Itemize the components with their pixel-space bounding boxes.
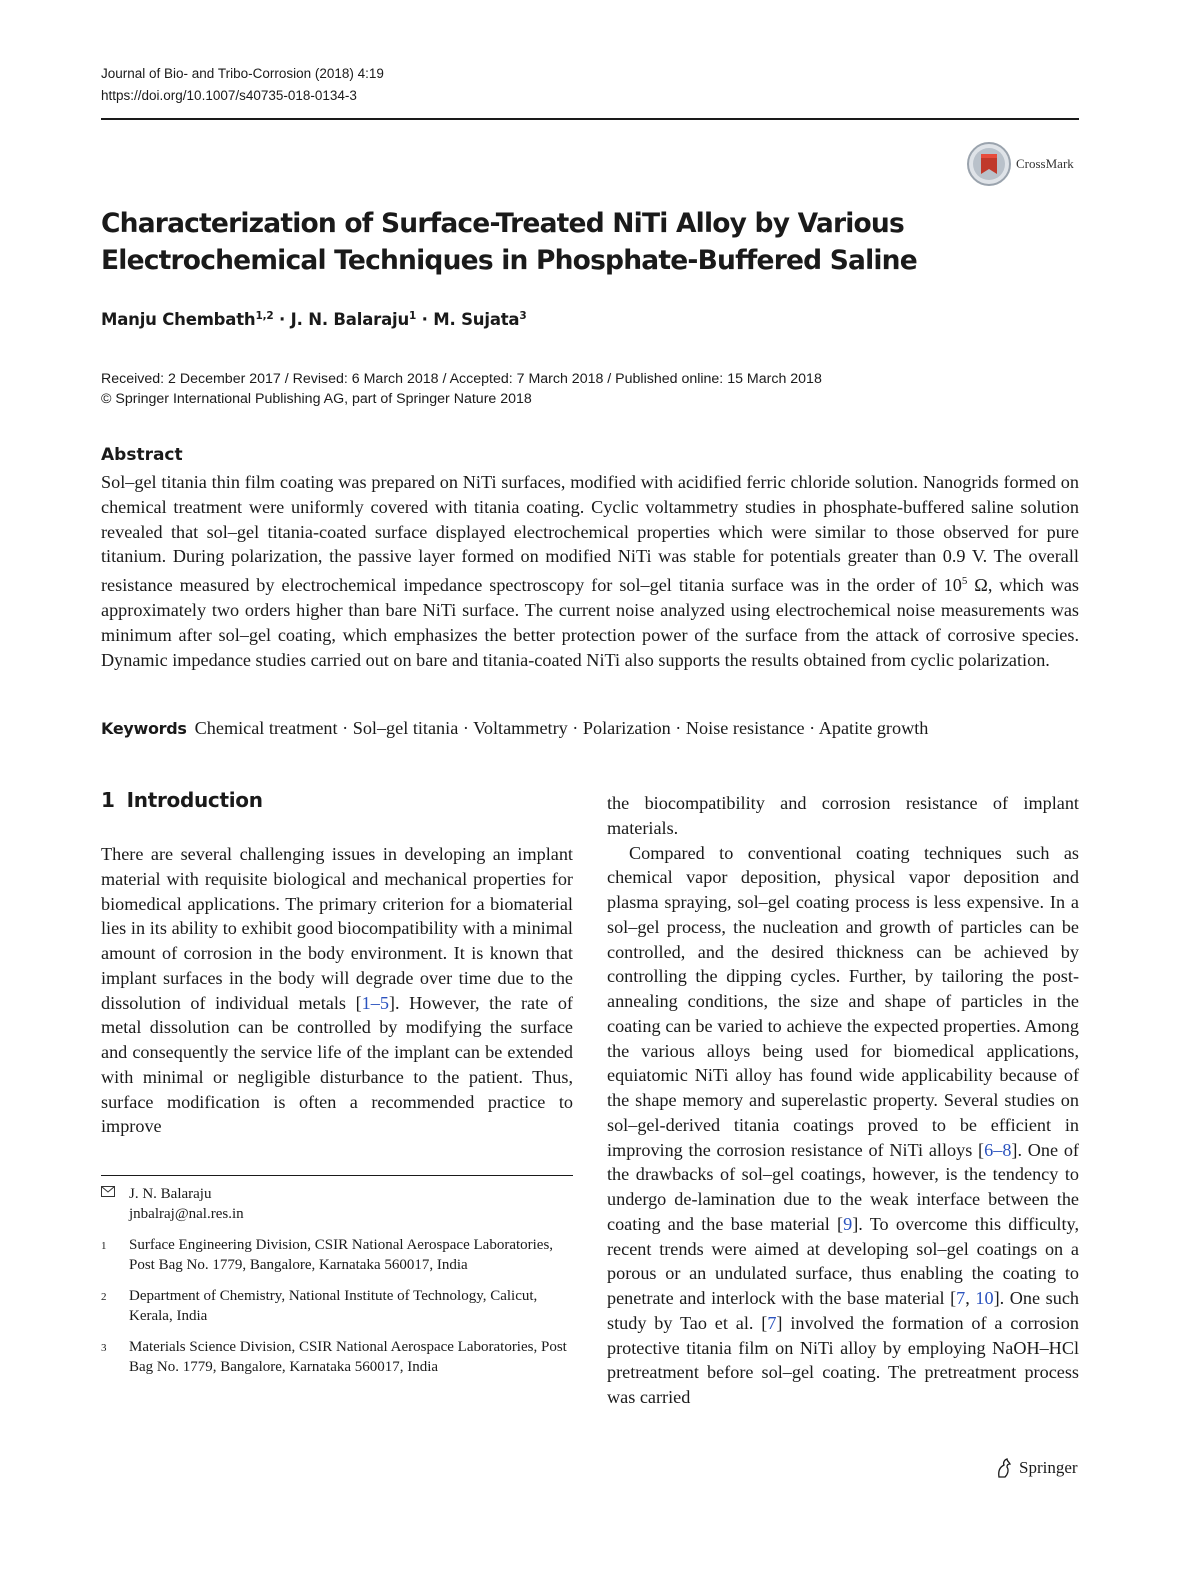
history-dates: Received: 2 December 2017 / Revised: 6 March 2018 / Accepted: 7 March 2018 / Published online: 15 March 2018 bbox=[101, 371, 822, 387]
citation-link[interactable]: 7 bbox=[956, 1288, 966, 1308]
affiliation-text: Materials Science Division, CSIR National Aerospace Laboratories, Post Bag No. 1779, Bangalore, Karnataka 560017, India bbox=[129, 1339, 567, 1375]
footnote-divider bbox=[101, 1175, 573, 1176]
author-separator: · bbox=[273, 310, 291, 329]
envelope-icon bbox=[101, 1184, 129, 1224]
publication-dates bbox=[101, 369, 822, 409]
paragraph bbox=[101, 842, 573, 1139]
publisher-logo bbox=[995, 1457, 1078, 1479]
corresponding-author bbox=[101, 1184, 573, 1224]
keywords-label: Keywords bbox=[101, 719, 187, 738]
abstract-superscript: 5 bbox=[961, 575, 968, 588]
author-name[interactable]: Manju Chembath bbox=[101, 310, 256, 329]
text-run: ]. One of the drawbacks of sol–gel coatings, however, is the tendency to undergo de-lamination due to the weak interface between the coating and the base material [ bbox=[607, 1139, 1079, 1234]
footnotes bbox=[101, 1184, 573, 1388]
header-divider bbox=[101, 118, 1079, 120]
affiliation-1 bbox=[101, 1235, 573, 1275]
affiliation-number: 1 bbox=[101, 1240, 107, 1252]
author-name[interactable]: J. N. Balaraju bbox=[290, 310, 410, 329]
publisher-name: Springer bbox=[1019, 1458, 1078, 1477]
title-line-1: Characterization of Surface-Treated NiTi Alloy by Various bbox=[101, 208, 904, 239]
body-column-right bbox=[607, 791, 1079, 1410]
springer-horse-icon bbox=[995, 1457, 1013, 1479]
article-title bbox=[101, 205, 1001, 279]
citation-link[interactable]: 6–8 bbox=[984, 1139, 1012, 1160]
author-list bbox=[101, 310, 526, 329]
affiliation-number: 2 bbox=[101, 1291, 107, 1303]
section-title: Introduction bbox=[126, 788, 263, 812]
corresponding-name: J. N. Balaraju bbox=[129, 1186, 212, 1202]
keywords bbox=[101, 718, 928, 739]
journal-header bbox=[101, 63, 384, 107]
citation-link[interactable]: 1–5 bbox=[361, 992, 389, 1013]
citation-link[interactable]: 9 bbox=[843, 1213, 853, 1234]
abstract-part: Ω, which was approximately two orders higher than bare NiTi surface. The current noise analyzed using electrochemical noise measurements was minimum after sol–gel coating, which emphasizes the better protection power of the surface from the attack of corrosive species. Dynamic impedance studies carried out on bare and titania-coated NiTi also supports the results obtained from cyclic polarization. bbox=[101, 575, 1080, 670]
text-run: , bbox=[965, 1288, 976, 1308]
author-affiliation: 1 bbox=[409, 310, 417, 322]
text-run: ]. One such study by Tao et al. [ bbox=[607, 1288, 1079, 1333]
keywords-list: Chemical treatment · Sol–gel titania · Voltammetry · Polarization · Noise resistance · Apatite growth bbox=[194, 718, 929, 738]
affiliation-number: 3 bbox=[101, 1342, 107, 1354]
journal-citation: Journal of Bio- and Tribo-Corrosion (2018) 4:19 bbox=[101, 66, 384, 81]
text-run: ]. To overcome this difficulty, recent trends were aimed at developing sol–gel coatings on a porous or an undulated surface, thus enabling the coating to penetrate and interlock with the base material [ bbox=[607, 1213, 1079, 1308]
crossmark-badge[interactable] bbox=[966, 141, 1074, 187]
citation-link[interactable]: 7 bbox=[767, 1312, 777, 1333]
affiliation-text: Department of Chemistry, National Institute of Technology, Calicut, Kerala, India bbox=[129, 1288, 538, 1324]
doi-link[interactable]: https://doi.org/10.1007/s40735-018-0134-3 bbox=[101, 88, 357, 103]
crossmark-icon bbox=[966, 141, 1012, 187]
section-heading-introduction bbox=[101, 788, 263, 812]
author-name[interactable]: M. Sujata bbox=[433, 310, 520, 329]
copyright: © Springer International Publishing AG, part of Springer Nature 2018 bbox=[101, 391, 532, 407]
paragraph bbox=[607, 841, 1079, 1410]
text-run: ]. However, the rate of metal dissolution can be controlled by modifying the surface and consequently the service life of the implant can be extended with minimal or negligible disturbance to the patient. Thus, surface modification is often a recommended practice to improve bbox=[101, 992, 573, 1137]
affiliation-text: Surface Engineering Division, CSIR National Aerospace Laboratories, Post Bag No. 1779, Bangalore, Karnataka 560017, India bbox=[129, 1237, 554, 1273]
section-number: 1 bbox=[101, 788, 115, 812]
text-run: ] involved the formation of a corrosion protective titania film on NiTi alloy by employing NaOH–HCl pretreatment before sol–gel coating. The pretreatment process was carried bbox=[607, 1312, 1079, 1407]
text-run: Compared to conventional coating techniques such as chemical vapor deposition, physical vapor deposition and plasma spraying, sol–gel coating process is less expensive. In a sol–gel process, the nucleation and growth of particles can be controlled, and the desired thickness can be achieved by controlling the dipping cycles. Further, by tailoring the post-annealing conditions, the size and shape of particles in the coating can be varied to achieve the expected properties. Among the various alloys being used for biomedical applications, equiatomic NiTi alloy has found wide applicability because of the shape memory and superelastic property. Several studies on sol–gel-derived titania coatings proved to be efficient in improving the corrosion resistance of NiTi alloys [ bbox=[607, 842, 1079, 1160]
crossmark-label: CrossMark bbox=[1016, 156, 1074, 171]
affiliation-2 bbox=[101, 1286, 573, 1326]
text-run: There are several challenging issues in developing an implant material with requisite biological and mechanical properties for biomedical applications. The primary criterion for a biomaterial lies in its ability to exhibit good biocompatibility with a minimal amount of corrosion in the body environment. It is known that implant surfaces in the body will degrade over time due to the dissolution of individual metals [ bbox=[101, 844, 573, 1013]
paragraph: the biocompatibility and corrosion resistance of implant materials. bbox=[607, 793, 1079, 838]
author-affiliation: 1,2 bbox=[255, 310, 274, 322]
affiliation-3 bbox=[101, 1337, 573, 1377]
abstract-part: Sol–gel titania thin film coating was prepared on NiTi surfaces, modified with acidified ferric chloride solution. Nanogrids formed on chemical treatment were uniformly covered with titania coating. Cyclic voltammetry studies in phosphate-buffered saline solution revealed that sol–gel titania-coated surface displayed electrochemical properties which were similar to those observed for pure titanium. During polarization, the passive layer formed on modified NiTi was stable for potentials greater than 0.9 V. The overall resistance measured by electrochemical impedance spectroscopy for sol–gel titania surface was in the order of 10 bbox=[101, 472, 1079, 596]
body-column-left bbox=[101, 842, 573, 1139]
title-line-2: Electrochemical Techniques in Phosphate-Buffered Saline bbox=[101, 245, 917, 276]
abstract-text bbox=[101, 470, 1079, 672]
author-separator: · bbox=[416, 310, 434, 329]
author-affiliation: 3 bbox=[519, 310, 527, 322]
abstract-heading: Abstract bbox=[101, 445, 183, 465]
corresponding-email[interactable]: jnbalraj@nal.res.in bbox=[129, 1206, 244, 1222]
citation-link[interactable]: 10 bbox=[975, 1288, 994, 1308]
